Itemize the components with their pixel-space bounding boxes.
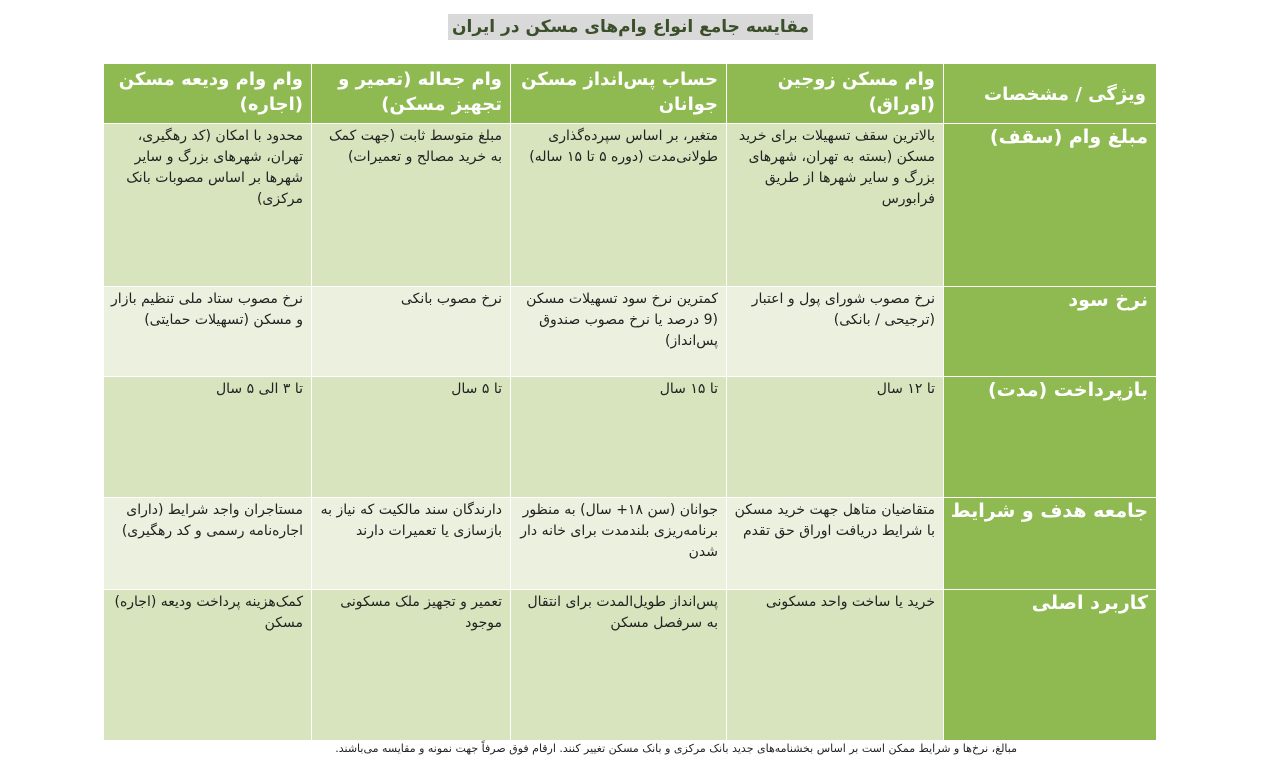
footnote: مبالغ، نرخ‌ها و شرایط ممکن است بر اساس بخشنامه‌های جدید بانک مرکزی و بانک مسکن تغییر کنند. ارقام فوق صرفاً جهت نمونه و مقایسه می‌باشند. xyxy=(335,742,1017,755)
table-cell: دارندگان سند مالکیت که نیاز به بازسازی یا تعمیرات دارند xyxy=(312,498,511,590)
header-couples-loan: وام مسکن زوجین (اوراق) xyxy=(727,64,944,124)
page-title: مقایسه جامع انواع وام‌های مسکن در ایران xyxy=(448,14,813,40)
comparison-table xyxy=(103,63,1157,741)
table-cell: نرخ مصوب ستاد ملی تنظیم بازار و مسکن (تسهیلات حمایتی) xyxy=(104,287,312,377)
table-cell: متغیر، بر اساس سپرده‌گذاری طولانی‌مدت (دوره ۵ تا ۱۵ ساله) xyxy=(511,124,727,287)
table-header-row xyxy=(104,64,1157,124)
table-cell: متقاضیان متاهل جهت خرید مسکن با شرایط دریافت اوراق حق تقدم xyxy=(727,498,944,590)
table-cell: خرید یا ساخت واحد مسکونی xyxy=(727,590,944,741)
table-cell: جوانان (سن ۱۸+ سال) به منظور برنامه‌ریزی بلندمدت برای خانه دار شدن xyxy=(511,498,727,590)
row-label-target: جامعه هدف و شرایط xyxy=(944,498,1157,590)
header-deposit-loan: وام وام ودیعه مسکن (اجاره) xyxy=(104,64,312,124)
table-cell: مستاجران واجد شرایط (دارای اجاره‌نامه رسمی و کد رهگیری) xyxy=(104,498,312,590)
table-cell: کمترین نرخ سود تسهیلات مسکن (9 درصد یا نرخ مصوب صندوق پس‌انداز) xyxy=(511,287,727,377)
table-cell: پس‌انداز طویل‌المدت برای انتقال به سرفصل مسکن xyxy=(511,590,727,741)
row-label-interest: نرخ سود xyxy=(944,287,1157,377)
title-wrapper xyxy=(0,14,1261,40)
header-features: ویژگی / مشخصات xyxy=(944,64,1157,124)
table-row xyxy=(104,124,1157,287)
row-label-amount: مبلغ وام (سقف) xyxy=(944,124,1157,287)
table-cell: مبلغ متوسط ثابت (جهت کمک به خرید مصالح و تعمیرات) xyxy=(312,124,511,287)
table-row xyxy=(104,498,1157,590)
table-row xyxy=(104,287,1157,377)
header-youth-savings: حساب پس‌انداز مسکن جوانان xyxy=(511,64,727,124)
table-cell: تا ۵ سال xyxy=(312,377,511,498)
table-cell: محدود با امکان (کد رهگیری، تهران، شهرهای بزرگ و سایر شهرها بر اساس مصوبات بانک مرکزی) xyxy=(104,124,312,287)
table-row xyxy=(104,377,1157,498)
row-label-repayment: بازپرداخت (مدت) xyxy=(944,377,1157,498)
table-cell: تا ۱۵ سال xyxy=(511,377,727,498)
table-cell: کمک‌هزینه پرداخت ودیعه (اجاره) مسکن xyxy=(104,590,312,741)
table-cell: نرخ مصوب شورای پول و اعتبار (ترجیحی / بانکی) xyxy=(727,287,944,377)
table-cell: نرخ مصوب بانکی xyxy=(312,287,511,377)
table-row xyxy=(104,590,1157,741)
table-cell: تا ۱۲ سال xyxy=(727,377,944,498)
table-cell: بالاترین سقف تسهیلات برای خرید مسکن (بسته به تهران، شهرهای بزرگ و سایر شهرها از طریق فرابورس xyxy=(727,124,944,287)
table-cell: تعمیر و تجهیز ملک مسکونی موجود xyxy=(312,590,511,741)
row-label-usage: کاربرد اصلی xyxy=(944,590,1157,741)
header-repair-loan: وام جعاله (تعمیر و تجهیز مسکن) xyxy=(312,64,511,124)
table-cell: تا ۳ الی ۵ سال xyxy=(104,377,312,498)
